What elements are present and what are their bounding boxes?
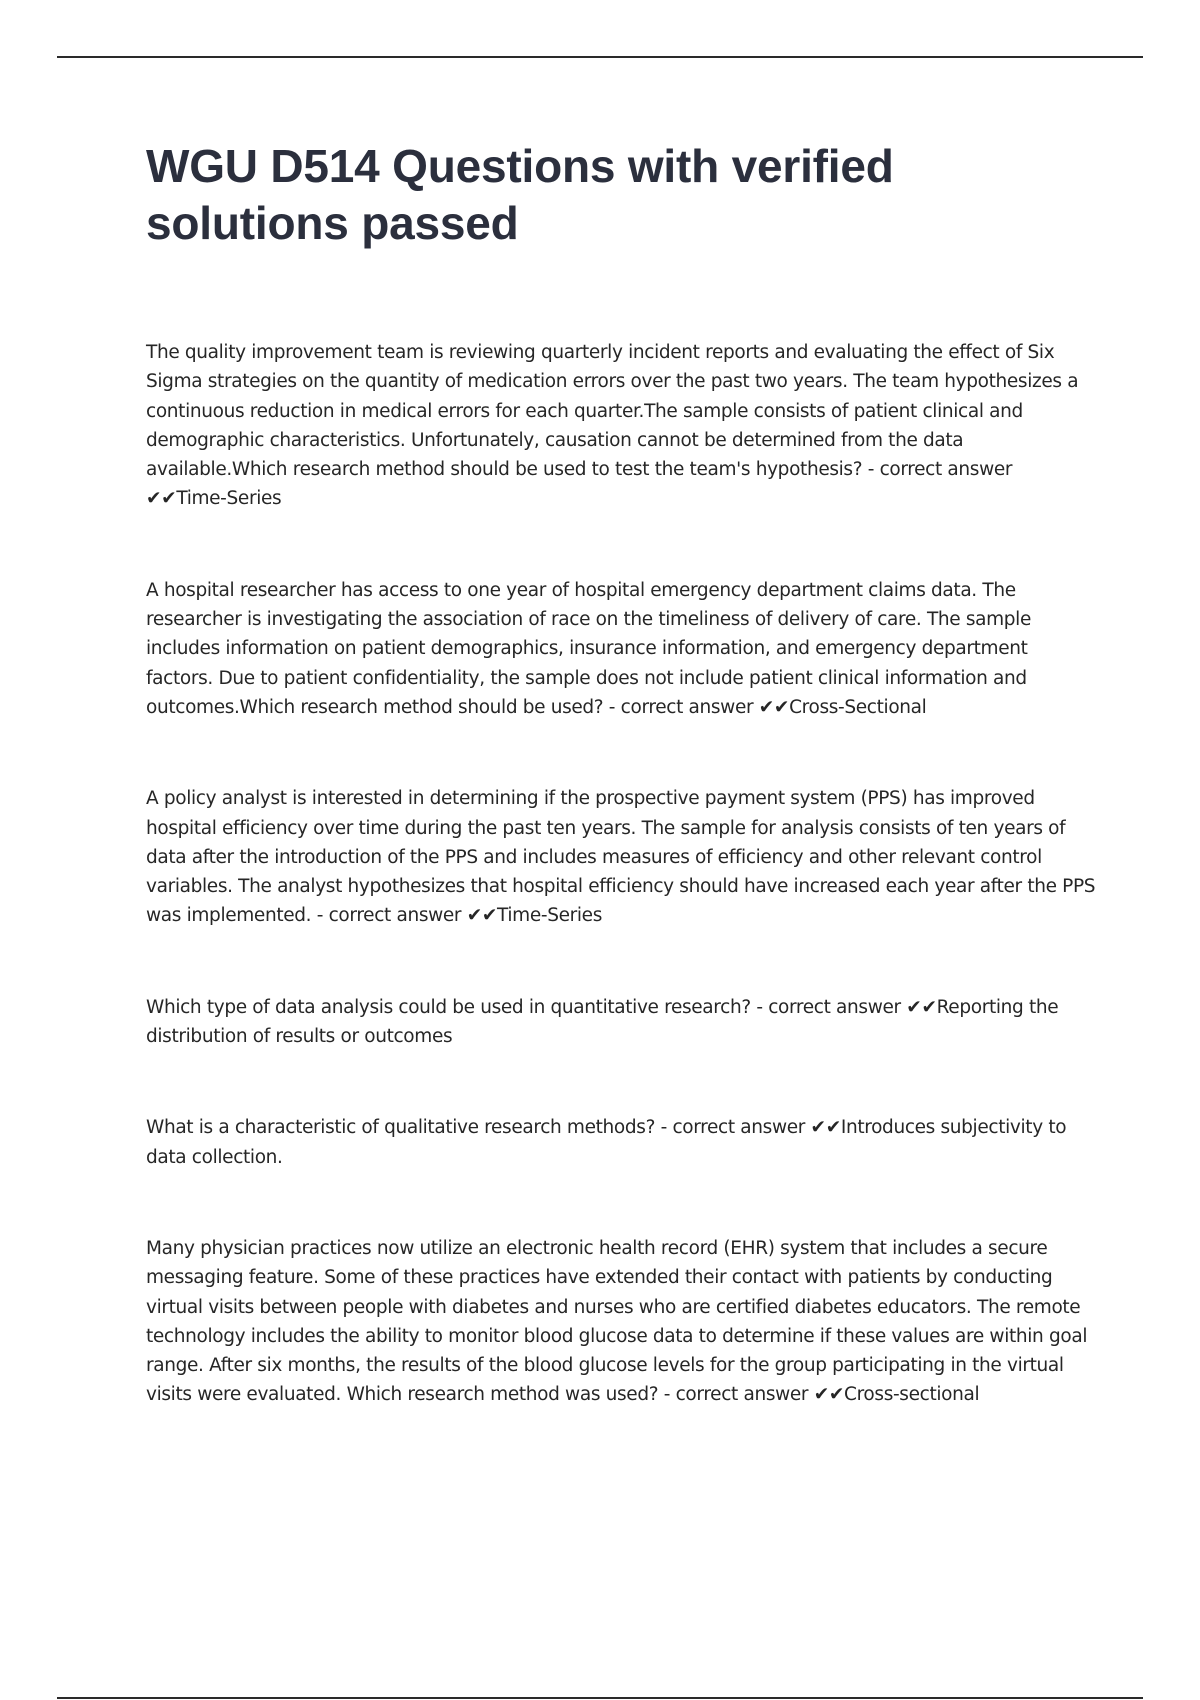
answer-text: Reporting the distribution of results or outcomes xyxy=(146,996,1059,1048)
answer-separator: - xyxy=(658,1384,676,1406)
answer-separator: - xyxy=(603,696,621,718)
question-text: A policy analyst is interested in determining if the prospective payment system (PPS) has improved hospital efficiency over time during the past ten years. The sample for analysis consists of ten years of data after the introduction of the PPS and includes measures of efficiency and other relevant control variables. The analyst hypothesizes that hospital efficiency should have increased each year after the PPS was implemented. xyxy=(146,788,1096,927)
question-text: The quality improvement team is reviewing quarterly incident reports and evaluating the effect of Six Sigma strategies on the quantity of medication errors over the past two years. The team hypothesizes a continuous reduction in medical errors for each quarter.The sample consists of patient clinical and demographic characteristics. Unfortunately, causation cannot be determined from the data available.Which research method should be used to test the team's hypothesis? xyxy=(146,342,1079,481)
answer-text: Time-Series xyxy=(497,905,603,927)
question-text: What is a characteristic of qualitative research methods? xyxy=(146,1117,656,1139)
answer-text: Time-Series xyxy=(176,488,282,510)
answer-separator: - xyxy=(750,996,769,1018)
answer-label: correct answer xyxy=(879,459,1013,481)
double-check-icon: ✔✔ xyxy=(900,996,937,1018)
double-check-icon: ✔✔ xyxy=(146,488,177,510)
bottom-divider xyxy=(57,1697,1143,1699)
double-check-icon: ✔✔ xyxy=(805,1117,841,1139)
double-check-icon: ✔✔ xyxy=(808,1384,845,1406)
answer-text: Cross-sectional xyxy=(844,1384,980,1406)
document-body xyxy=(146,138,1096,1472)
qa-list xyxy=(146,338,1096,1410)
question-text: Which type of data analysis could be used in quantitative research? xyxy=(146,996,751,1018)
question-text: Many physician practices now utilize an electronic health record (EHR) system that includes a secure messaging feature. Some of these practices have extended their contact with patients by conducting virtual visits between people with diabetes and nurses who are certified diabetes educators. The remote technology includes the ability to monitor blood glucose data to determine if these values are within goal range. After six months, the results of the blood glucose levels for the group participating in the virtual visits were evaluated. Which research method was used? xyxy=(146,1237,1088,1406)
double-check-icon: ✔✔ xyxy=(753,696,790,718)
question-text: A hospital researcher has access to one year of hospital emergency department claims data. The researcher is investigating the association of race on the timeliness of delivery of care. The sample includes information on patient demographics, insurance information, and emergency department factors. Due to patient confidentiality, the sample does not include patient clinical information and outcomes.Which research method should be used? xyxy=(146,579,1031,718)
qa-item-3 xyxy=(146,784,1096,930)
answer-label: correct answer xyxy=(768,996,901,1018)
qa-item-5 xyxy=(146,1113,1096,1172)
answer-text: Cross-Sectional xyxy=(789,696,927,718)
answer-label: correct answer xyxy=(675,1384,809,1406)
qa-item-2 xyxy=(146,576,1096,722)
answer-label: correct answer xyxy=(672,1117,806,1139)
answer-label: correct answer xyxy=(620,696,754,718)
answer-text: Introduces subjectivity to data collection. xyxy=(146,1117,1067,1168)
double-check-icon: ✔✔ xyxy=(461,905,498,927)
qa-item-4 xyxy=(146,993,1096,1052)
top-divider xyxy=(57,56,1143,58)
document-title: WGU D514 Questions with verified solutions passed xyxy=(146,140,894,249)
answer-separator: - xyxy=(655,1117,673,1139)
answer-label: correct answer xyxy=(328,905,462,927)
qa-item-6 xyxy=(146,1234,1096,1410)
answer-separator: - xyxy=(311,905,329,927)
answer-separator: - xyxy=(862,459,880,481)
qa-item-1 xyxy=(146,338,1096,514)
